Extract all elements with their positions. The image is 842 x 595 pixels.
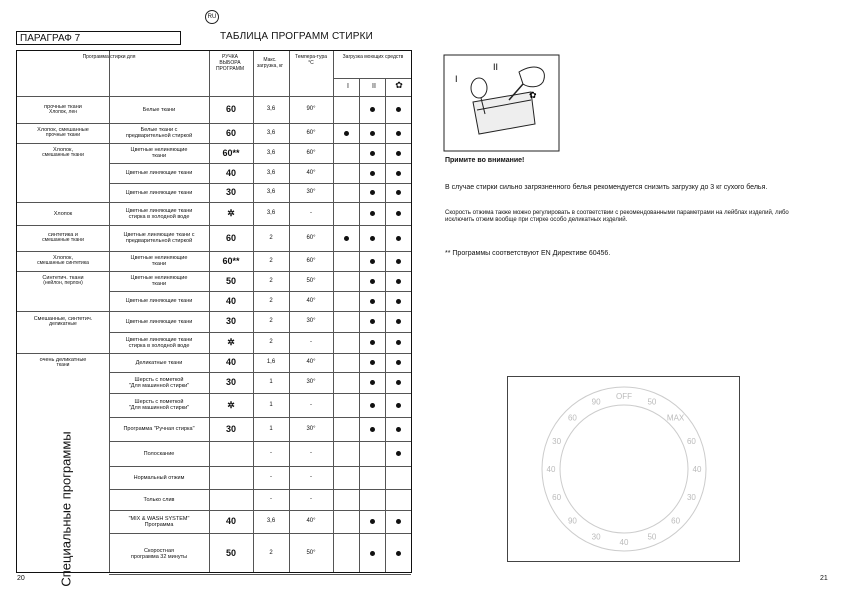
max-load: 3,6 [266, 129, 276, 136]
dial-label: OFF [616, 392, 632, 401]
detergent-dot [370, 519, 375, 524]
dial-label: 40 [546, 465, 556, 474]
detergent-dot [396, 259, 401, 264]
program-name-line1: Цветные линяющие ткани [125, 207, 193, 214]
max-load: 2 [269, 318, 273, 324]
program-name-line1: Только слив [143, 496, 175, 503]
table-row-divider [109, 574, 411, 575]
program-name [109, 466, 209, 489]
knob-position: 50 [225, 275, 236, 286]
knob-position [209, 466, 253, 489]
detergent-dot [370, 427, 375, 432]
header-temp: Темпера-тура °C [294, 54, 328, 66]
program-name-line2: "Для машинной стирки" [128, 405, 190, 411]
max-load: 3,6 [266, 518, 276, 524]
program-name-line1: Цветные линяющие ткани [125, 189, 193, 196]
temperature: 60° [306, 149, 316, 156]
page-number-right: 21 [820, 575, 828, 582]
page-number-left: 20 [17, 575, 25, 582]
program-name-line1: Цветные линяющие ткани [125, 298, 193, 304]
temperature: 50° [306, 277, 316, 284]
temperature: - [310, 474, 312, 480]
header-program: Программа стирки для [82, 54, 136, 60]
program-name-line2: программа 32 минуты [130, 553, 188, 560]
knob-position: 40 [225, 167, 236, 178]
program-name-line2: "Для машинной стирки" [128, 382, 190, 389]
program-name [109, 353, 209, 372]
dial-label: 60 [671, 516, 681, 526]
program-name [109, 96, 209, 123]
detergent-dot [396, 279, 401, 284]
temperature: 60° [306, 257, 316, 264]
program-name-line2: предварительной стиркой [125, 238, 193, 244]
fabric-label-line2: деликатные [49, 320, 77, 327]
fabric-label-line1: Хлопок, [53, 255, 73, 262]
knob-position: 60 [225, 127, 236, 138]
dial-label: 40 [692, 465, 702, 474]
fabric-label [17, 311, 109, 332]
temperature: 60° [306, 234, 316, 241]
drawer-label-ii: II [493, 62, 499, 72]
detergent-dot [396, 151, 401, 156]
program-name [109, 533, 209, 574]
max-load: 2 [269, 550, 273, 556]
program-dial [508, 377, 739, 561]
max-load: 3,6 [266, 106, 276, 112]
knob-position: 60 [225, 232, 236, 243]
temperature: 40° [306, 518, 316, 524]
fabric-label-line1: Хлопок [53, 210, 73, 217]
fabric-label-line1: Хлопок, [53, 147, 73, 154]
knob-position: 30 [225, 423, 236, 434]
detergent-dot [370, 360, 375, 365]
header-load: Макс. загрузка, кг [256, 57, 284, 69]
fabric-label-line1: синтетика и [48, 232, 78, 239]
knob-position: 40 [225, 357, 236, 367]
program-name-line1: Полоскание [143, 450, 175, 457]
dial-label: MAX [666, 413, 685, 423]
max-load: 2 [269, 277, 273, 284]
program-name-line2: ткани [151, 261, 167, 267]
page-title: ТАБЛИЦА ПРОГРАММ СТИРКИ [220, 31, 374, 42]
program-name [109, 332, 209, 353]
detergent-dot [370, 236, 375, 241]
program-name [109, 163, 209, 183]
knob-position: 30 [225, 316, 236, 326]
detergent-dot [370, 171, 375, 176]
fabric-label-line1: Смешанные, синтетич. [33, 315, 93, 322]
temperature: 40° [306, 359, 316, 365]
detergent-dot [370, 259, 375, 264]
knob-position: ✲ [227, 399, 235, 410]
max-load: - [270, 450, 272, 456]
detergent-dot [396, 236, 401, 241]
fabric-label [17, 143, 109, 163]
fabric-label-line1: Синтетич. ткани [42, 275, 84, 282]
temperature: - [310, 339, 312, 345]
drawer-label-i: I [455, 74, 458, 84]
detergent-dot [370, 190, 375, 195]
fabric-label-line1: прочные ткани [44, 103, 82, 110]
knob-position: 30 [225, 187, 236, 197]
note-title: Примите во внимание! [445, 157, 525, 164]
detergent-dot [396, 519, 401, 524]
max-load: 2 [269, 234, 273, 241]
detergent-dot [396, 427, 401, 432]
knob-position: 40 [225, 516, 236, 526]
max-load: 1 [269, 379, 273, 385]
temperature: 30° [306, 189, 316, 195]
program-name [109, 271, 209, 291]
program-name [109, 417, 209, 441]
program-name [109, 251, 209, 271]
knob-position: 50 [225, 548, 236, 558]
detergent-dot [396, 340, 401, 345]
program-name-line2: Программа [144, 521, 174, 528]
detergent-dot [396, 107, 401, 112]
max-load: - [270, 496, 272, 502]
knob-position: 60 [225, 104, 236, 114]
program-name [109, 291, 209, 311]
dial-label: 60 [567, 413, 577, 423]
detergent-dot [370, 340, 375, 345]
program-name-line2: предварительной стиркой [125, 133, 193, 139]
program-name-line2: стирка в холодной воде [128, 342, 190, 349]
program-name-line1: Цветные нелиняющие [130, 255, 188, 261]
detergent-dot [370, 299, 375, 304]
max-load: 1 [269, 401, 273, 408]
temperature: - [310, 401, 312, 408]
program-name [109, 202, 209, 225]
program-name-line1: Цветные нелиняющие [130, 147, 188, 153]
program-name-line1: Скоростная [144, 547, 174, 554]
detergent-dot [370, 279, 375, 284]
detergent-dot [396, 360, 401, 365]
program-name [109, 489, 209, 510]
temperature: 60° [306, 129, 316, 136]
detergent-dot [370, 107, 375, 112]
program-name-line1: Деликатные ткани [135, 359, 183, 366]
program-name-line1: Цветные линяющие ткани [125, 170, 193, 176]
program-name-line1: Цветные линяющие ткани [125, 336, 193, 343]
detergent-dot [370, 380, 375, 385]
language-badge: RU [205, 10, 219, 24]
note-spin: Скорость отжима также можно регулировать в соответствии с рекомендованными параметрами на лейблах изделий, либо исключить отжим вообще при стирке особо деликатных изделий. [445, 210, 789, 223]
header-compartment-1: I [347, 83, 349, 90]
program-name [109, 143, 209, 163]
program-name-line1: Белые ткани [142, 106, 176, 113]
temperature: 40° [306, 169, 316, 176]
table-column-divider [359, 78, 360, 572]
note-heavy-soil: В случае стирки сильно загрязненного белья рекомендуется снизить загрузку до 3 кг сухого белья. [445, 184, 768, 191]
fabric-label-line2: ткани [56, 361, 70, 368]
fabric-label [17, 123, 109, 143]
knob-position: 30 [225, 377, 236, 387]
program-name-line2: стирка в холодной воде [128, 213, 190, 220]
detergent-dot [370, 319, 375, 324]
max-load: 3,6 [266, 189, 276, 195]
header-compartment-2: II [372, 83, 376, 90]
max-load: 2 [269, 339, 273, 345]
svg-text:✿: ✿ [529, 91, 537, 101]
dial-label: 30 [591, 532, 601, 542]
detergent-dot [370, 403, 375, 408]
knob-position [209, 489, 253, 510]
detergent-dot [370, 211, 375, 216]
detergent-dot [344, 131, 349, 136]
fabric-label-line2: (нейлон, перлон) [43, 280, 83, 287]
table-column-divider [385, 78, 386, 572]
program-name [109, 183, 209, 202]
program-name-line1: Цветные линяющие ткани [125, 318, 193, 325]
program-name-line1: Цветные нелиняющие [130, 275, 188, 281]
temperature: 30° [306, 425, 316, 432]
knob-position: 60** [222, 147, 240, 158]
program-name [109, 311, 209, 332]
dial-label: 90 [567, 516, 577, 526]
knob-position: ✲ [227, 208, 235, 218]
detergent-drawer-illustration [443, 54, 560, 152]
detergent-dot [396, 131, 401, 136]
fabric-label-line2: прочные ткани [45, 132, 81, 139]
fabric-label-line2: смешанные ткани [42, 237, 84, 244]
dial-label: 60 [552, 492, 562, 502]
knob-position: 40 [225, 295, 236, 306]
program-name [109, 372, 209, 393]
detergent-dot [396, 451, 401, 456]
fabric-label [17, 202, 109, 225]
fabric-label [17, 225, 109, 251]
special-programs-label: Специальные программы [59, 431, 74, 587]
temperature: - [310, 496, 312, 502]
dial-label: 90 [591, 397, 601, 407]
knob-position: 60** [222, 255, 240, 266]
softener-icon: ✿ [395, 80, 403, 90]
program-name-line1: Программа "Ручная стирка" [123, 426, 195, 432]
fabric-label [17, 251, 109, 271]
fabric-label [17, 96, 109, 123]
detergent-dot [396, 190, 401, 195]
fabric-label-line1: Хлопок, смешанные [37, 127, 89, 134]
temperature: 90° [306, 106, 316, 112]
temperature: 40° [306, 297, 316, 304]
knob-position [209, 441, 253, 466]
fabric-label-line2: Хлопок, лен [48, 108, 77, 115]
detergent-dot [344, 236, 349, 241]
dial-label: 60 [686, 437, 696, 447]
fabric-label-line2: смешанные синтетика [37, 260, 89, 267]
detergent-dot [396, 403, 401, 408]
max-load: 3,6 [266, 169, 276, 176]
detergent-dot [396, 299, 401, 304]
header-knob: РУЧКА ВЫБОРА ПРОГРАММ [215, 54, 245, 72]
program-name-line1: Цветные линяющие ткани с [123, 232, 195, 238]
dial-label: 40 [619, 538, 629, 547]
paragraph-label: ПАРАГРАФ 7 [16, 31, 181, 45]
program-name-line1: "MIX & WASH SYSTEM" [128, 515, 190, 522]
detergent-dot [396, 380, 401, 385]
dial-label: 50 [647, 397, 657, 407]
detergent-dot [396, 551, 401, 556]
detergent-dot [370, 151, 375, 156]
temperature: 30° [306, 379, 316, 385]
program-name-line1: Нормальный отжим [133, 474, 185, 481]
temperature: - [310, 210, 312, 216]
temperature: - [310, 450, 312, 456]
detergent-dot [396, 319, 401, 324]
max-load: - [270, 474, 272, 480]
program-name-line1: Шерсть с пометкой [134, 376, 184, 383]
knob-position: ✲ [227, 337, 235, 347]
program-name [109, 225, 209, 251]
program-name [109, 123, 209, 143]
temperature: 50° [306, 550, 316, 556]
detergent-dot [370, 131, 375, 136]
max-load: 3,6 [266, 210, 276, 216]
program-name-line1: Белые ткани с [140, 127, 178, 133]
header-detergent: Загрузка моющих средств [342, 54, 404, 60]
program-name-line2: ткани [151, 153, 167, 159]
detergent-dot [396, 171, 401, 176]
dial-label: 30 [686, 492, 696, 502]
fabric-label-line2: смешанные ткани [42, 152, 84, 159]
program-name [109, 510, 209, 533]
max-load: 2 [269, 297, 273, 304]
program-dial-box [507, 376, 740, 562]
dial-label: 30 [552, 437, 562, 447]
detergent-dot [370, 551, 375, 556]
fabric-label [17, 353, 109, 372]
fabric-label [17, 271, 109, 291]
detergent-header-divider [333, 78, 411, 79]
dial-label: 50 [647, 532, 657, 542]
program-name-line2: ткани [151, 281, 167, 287]
max-load: 1 [269, 425, 273, 432]
program-name [109, 441, 209, 466]
max-load: 1,6 [266, 359, 276, 365]
temperature: 30° [306, 318, 316, 324]
program-name-line1: Шерсть с пометкой [134, 399, 184, 405]
fabric-label-line1: очень деликатные [39, 356, 87, 363]
note-directive: ** Программы соответствуют EN Директиве 60456. [445, 250, 611, 257]
max-load: 2 [269, 257, 273, 264]
max-load: 3,6 [266, 149, 276, 156]
detergent-dot [396, 211, 401, 216]
program-name [109, 393, 209, 417]
